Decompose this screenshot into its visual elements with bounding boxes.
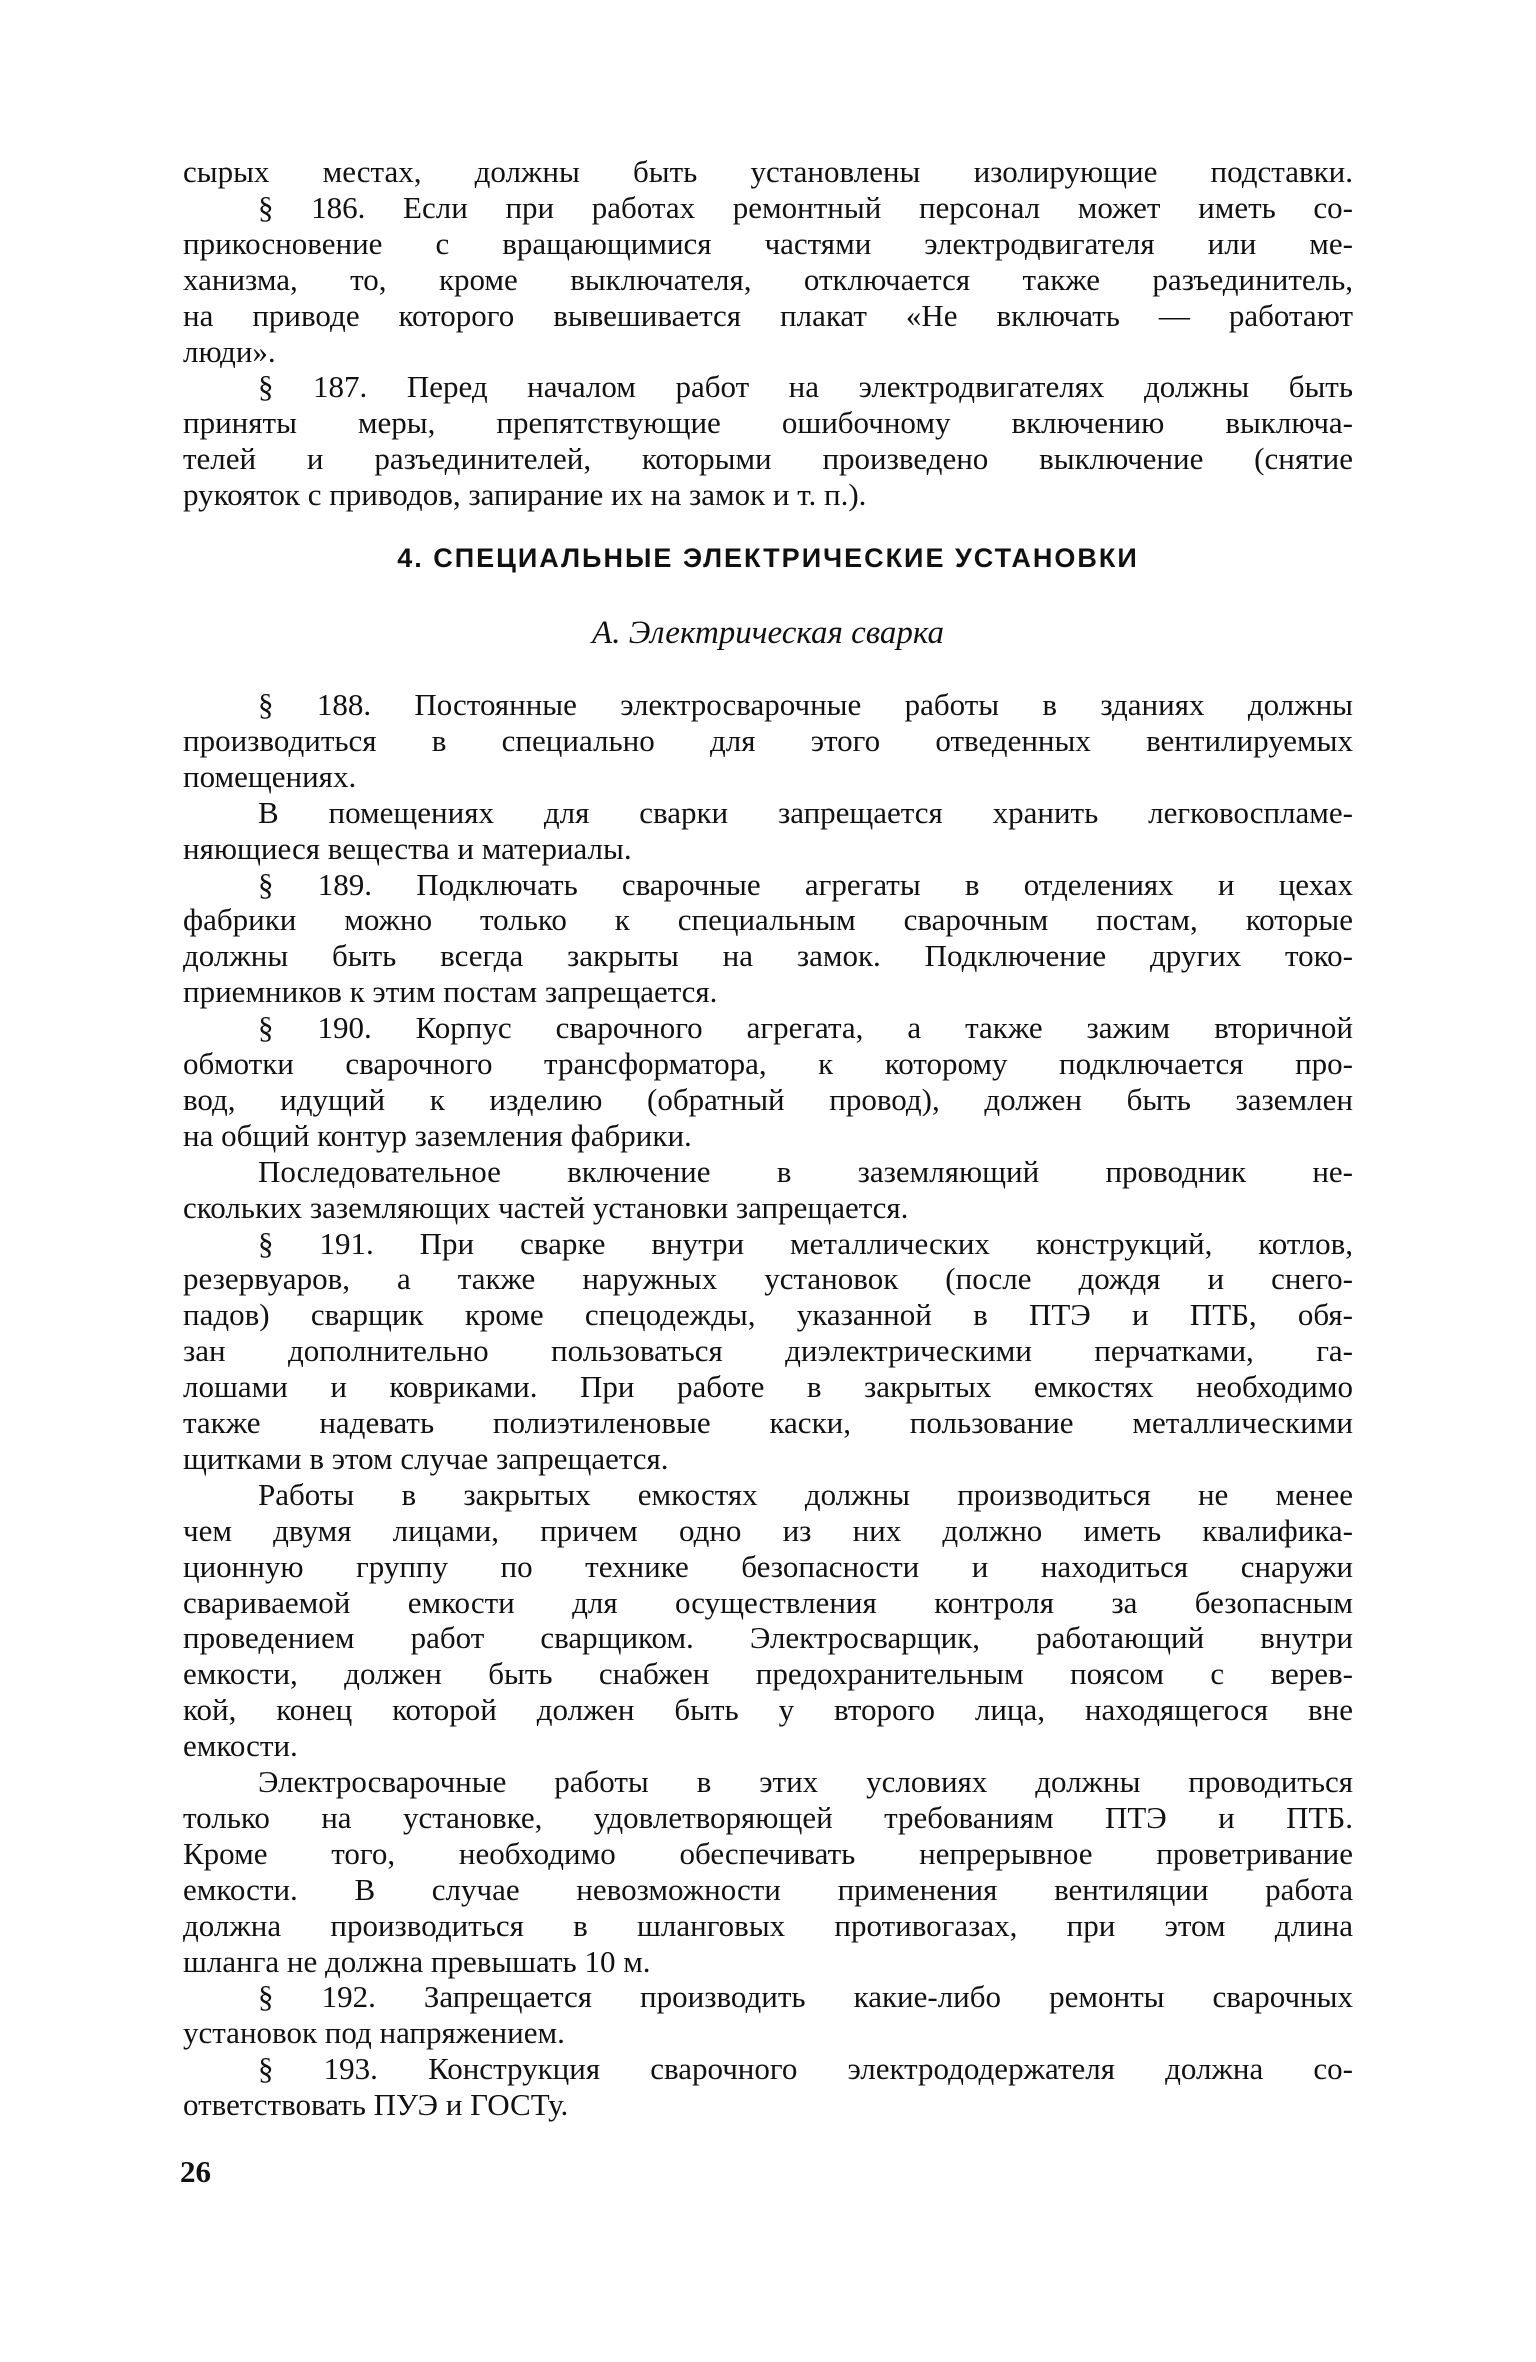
text-line: ханизма, то, кроме выключателя, отключается также разъединитель, [183, 261, 1353, 297]
text-line: Работы в закрытых емкостях должны производиться не менее [258, 1476, 1353, 1512]
text-line: на общий контур заземления фабрики. [183, 1117, 692, 1153]
text-line: проведением работ сварщиком. Электросварщик, работающий внутри [183, 1620, 1353, 1656]
text-line: § 192. Запрещается производить какие-либо ремонты сварочных [258, 1979, 1353, 2015]
text-line: телей и разъединителей, которыми произведено выключение (снятие [183, 441, 1353, 477]
text-line: емкости, должен быть снабжен предохранительным поясом с верев- [183, 1656, 1353, 1692]
text-line: емкости. [183, 1728, 298, 1764]
text-line: ответствовать ПУЭ и ГОСТу. [183, 2087, 569, 2123]
text-line: Кроме того, необходимо обеспечивать непрерывное проветривание [183, 1835, 1353, 1871]
text-line: установок под напряжением. [183, 2015, 565, 2051]
text-line: § 190. Корпус сварочного агрегата, а также зажим вторичной [258, 1010, 1353, 1046]
text-line: § 186. Если при работах ремонтный персонал может иметь со- [258, 189, 1353, 225]
text-line: падов) сварщик кроме спецодежды, указанной в ПТЭ и ПТБ, обя- [183, 1297, 1353, 1333]
text-line: емкости. В случае невозможности применения вентиляции работа [183, 1871, 1353, 1907]
text-line: люди». [183, 333, 276, 369]
text-line: § 193. Конструкция сварочного электрододержателя должна со- [258, 2051, 1353, 2087]
text-line: кой, конец которой должен быть у второго лица, находящегося вне [183, 1692, 1353, 1728]
text-line: Последовательное включение в заземляющий проводник не- [258, 1153, 1353, 1189]
subsection-heading: А. Электрическая сварка [592, 615, 944, 651]
text-line: § 191. При сварке внутри металлических конструкций, котлов, [258, 1225, 1353, 1261]
text-line: § 188. Постоянные электросварочные работы в зданиях должны [258, 687, 1353, 722]
text-line: помещениях. [183, 758, 357, 794]
section-heading: 4. СПЕЦИАЛЬНЫЕ ЭЛЕКТРИЧЕСКИЕ УСТАНОВКИ [397, 543, 1139, 573]
text-line: зан дополнительно пользоваться диэлектрическими перчатками, га- [183, 1333, 1353, 1369]
text-line: лошами и ковриками. При работе в закрытых емкостях необходимо [183, 1369, 1353, 1405]
text-line: только на установке, удовлетворяющей требованиям ПТЭ и ПТБ. [183, 1799, 1353, 1835]
text-line: фабрики можно только к специальным сварочным постам, которые [183, 902, 1353, 938]
text-line: приемников к этим постам запрещается. [183, 974, 718, 1010]
text-line: В помещениях для сварки запрещается хранить легковоспламе- [258, 794, 1353, 830]
text-line: свариваемой емкости для осуществления контроля за безопасным [183, 1584, 1353, 1620]
text-line: Электросварочные работы в этих условиях должны проводиться [258, 1764, 1353, 1799]
text-line: вод, идущий к изделию (обратный провод), должен быть заземлен [183, 1081, 1353, 1117]
text-line: также надевать полиэтиленовые каски, пользование металлическими [183, 1405, 1353, 1440]
text-line: прикосновение с вращающимися частями электродвигателя или ме- [183, 225, 1353, 261]
text-line: должна производиться в шланговых противогазах, при этом длина [183, 1907, 1353, 1943]
text-line: шланга не должна превышать 10 м. [183, 1943, 651, 1979]
text-line: обмотки сварочного трансформатора, к которому подключается про- [183, 1046, 1353, 1081]
text-line: § 189. Подключать сварочные агрегаты в отделениях и цехах [258, 866, 1353, 902]
text-line: чем двумя лицами, причем одно из них должно иметь квалифика- [183, 1512, 1353, 1548]
text-line: скольких заземляющих частей установки запрещается. [183, 1189, 909, 1225]
text-line: на приводе которого вывешивается плакат «Не включать — работают [183, 297, 1353, 333]
text-line: § 187. Перед началом работ на электродвигателях должны быть [258, 369, 1353, 405]
text-line: должны быть всегда закрыты на замок. Подключение других токо- [183, 938, 1353, 974]
text-line: резервуаров, а также наружных установок (после дождя и снего- [183, 1261, 1353, 1297]
text-line: сырых местах, должны быть установлены изолирующие подставки. [183, 154, 1353, 189]
page-number: 26 [180, 2154, 211, 2189]
text-line: няющиеся вещества и материалы. [183, 830, 632, 866]
text-line: ционную группу по технике безопасности и находиться снаружи [183, 1548, 1353, 1584]
text-line: щитками в этом случае запрещается. [183, 1440, 669, 1476]
text-line: рукояток с приводов, запирание их на замок и т. п.). [183, 477, 867, 513]
text-line: производиться в специально для этого отведенных вентилируемых [183, 722, 1353, 758]
text-line: приняты меры, препятствующие ошибочному включению выключа- [183, 405, 1353, 441]
